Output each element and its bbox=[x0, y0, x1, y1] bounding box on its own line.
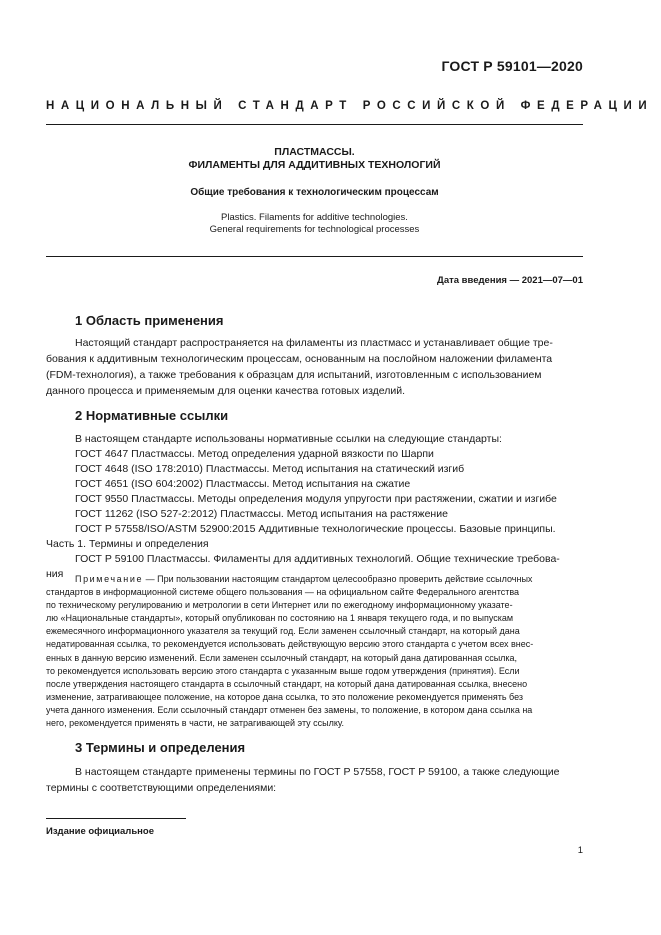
note-line: лю «Национальные стандарты», который опубликован по состоянию на 1 января текущего года, и по выпускам bbox=[46, 613, 514, 624]
references-note bbox=[46, 573, 583, 730]
reference-item: ГОСТ Р 57558/ISO/ASTM 52900:2015 Аддитивные технологические процессы. Базовые принципы. bbox=[75, 523, 556, 535]
section-3-line: термины с соответствующими определениями: bbox=[46, 782, 277, 794]
document-title bbox=[46, 146, 583, 172]
note-line: — При пользовании настоящим стандартом целесообразно проверить действие ссылочных bbox=[143, 574, 533, 584]
note-line: стандартов в информационной системе общего пользования — на официальном сайте Федерального агентства bbox=[46, 587, 520, 598]
section-1-line: бования к аддитивным технологическим процессам, основанным на послойном наложении филамента bbox=[46, 353, 553, 365]
note-line: изменение, затрагивающее положение, на которое дана ссылка, то это положение рекомендуется применять без bbox=[46, 691, 524, 702]
english-title-line-1: Plastics. Filaments for additive technologies. bbox=[221, 212, 408, 223]
reference-item: ГОСТ 9550 Пластмассы. Методы определения модуля упругости при растяжении, сжатии и изгибе bbox=[75, 493, 557, 505]
note-line: учета данного изменения. Если ссылочный стандарт отменен без замены, то положение, в котором дана ссылка на bbox=[46, 704, 533, 715]
section-1-text bbox=[46, 335, 583, 399]
note-line: после утверждения настоящего стандарта в ссылочный стандарт, на который дана датированная ссылка, внесено bbox=[46, 678, 528, 689]
gost-code: ГОСТ Р 59101—2020 bbox=[441, 58, 583, 74]
title-line-1: ПЛАСТМАССЫ. bbox=[274, 146, 355, 158]
national-standard-heading: НАЦИОНАЛЬНЫЙ СТАНДАРТ РОССИЙСКОЙ ФЕДЕРАЦИИ bbox=[46, 100, 654, 112]
note-line: то рекомендуется использовать версию этого стандарта с указанным выше годом утверждения (принятия). Если bbox=[46, 665, 520, 676]
reference-item: ГОСТ 11262 (ISO 527-2:2012) Пластмассы. Метод испытания на растяжение bbox=[75, 508, 448, 520]
note-line: ежемесячного информационного указателя за текущий год. Если заменен ссылочный стандарт, на который дана bbox=[46, 626, 520, 637]
note-label: Примечание bbox=[75, 574, 144, 584]
footer-divider bbox=[46, 818, 186, 819]
section-3-line: В настоящем стандарте применены термины по ГОСТ Р 57558, ГОСТ Р 59100, а также следующие bbox=[75, 766, 560, 778]
normative-references bbox=[46, 432, 583, 582]
english-title bbox=[46, 212, 583, 236]
document-subtitle: Общие требования к технологическим процессам bbox=[190, 187, 439, 198]
reference-item: ГОСТ 4648 (ISO 178:2010) Пластмассы. Метод испытания на статический изгиб bbox=[75, 463, 465, 475]
references-intro: В настоящем стандарте использованы нормативные ссылки на следующие стандарты: bbox=[75, 433, 502, 445]
section-1-line: данного процесса и применяемым для оценки качества готовых изделий. bbox=[46, 385, 406, 397]
title-line-2: ФИЛАМЕНТЫ ДЛЯ АДДИТИВНЫХ ТЕХНОЛОГИЙ bbox=[188, 159, 441, 171]
section-2-heading: 2 Нормативные ссылки bbox=[75, 408, 229, 423]
reference-item-continuation: Часть 1. Термины и определения bbox=[46, 538, 209, 550]
note-line: него, рекомендуется применять в части, не затрагивающей эту ссылку. bbox=[46, 718, 345, 729]
section-1-line: (FDM-технология), а также требования к образцам для испытаний, изготовленным с использованием bbox=[46, 369, 542, 381]
english-title-line-2: General requirements for technological processes bbox=[209, 224, 420, 235]
page-number: 1 bbox=[577, 845, 583, 856]
reference-item-continuation: ния bbox=[46, 568, 64, 580]
introduction-date: Дата введения — 2021—07—01 bbox=[437, 275, 583, 286]
official-edition-label: Издание официальное bbox=[46, 826, 154, 837]
reference-item: ГОСТ 4651 (ISO 604:2002) Пластмассы. Метод испытания на сжатие bbox=[75, 478, 411, 490]
section-1-heading: 1 Область применения bbox=[75, 313, 224, 328]
note-line: по техническому регулированию и метрологии в сети Интернет или по ежегодному информационному указате- bbox=[46, 600, 513, 611]
title-divider bbox=[46, 256, 583, 257]
reference-item: ГОСТ 4647 Пластмассы. Метод определения ударной вязкости по Шарпи bbox=[75, 448, 434, 460]
top-divider bbox=[46, 124, 583, 125]
section-3-heading: 3 Термины и определения bbox=[75, 740, 246, 755]
note-line: енных в данную версию изменений. Если заменен ссылочный стандарт, на который дана датированная ссылка, bbox=[46, 652, 518, 663]
note-line: недатированная ссылка, то рекомендуется использовать действующую версию этого стандарта с учетом всех внес- bbox=[46, 639, 534, 650]
section-1-line: Настоящий стандарт распространяется на филаменты из пластмасс и устанавливает общие тре- bbox=[75, 337, 553, 349]
section-3-text bbox=[46, 764, 583, 796]
reference-item: ГОСТ Р 59100 Пластмассы. Филаменты для аддитивных технологий. Общие технические требова- bbox=[75, 553, 560, 565]
